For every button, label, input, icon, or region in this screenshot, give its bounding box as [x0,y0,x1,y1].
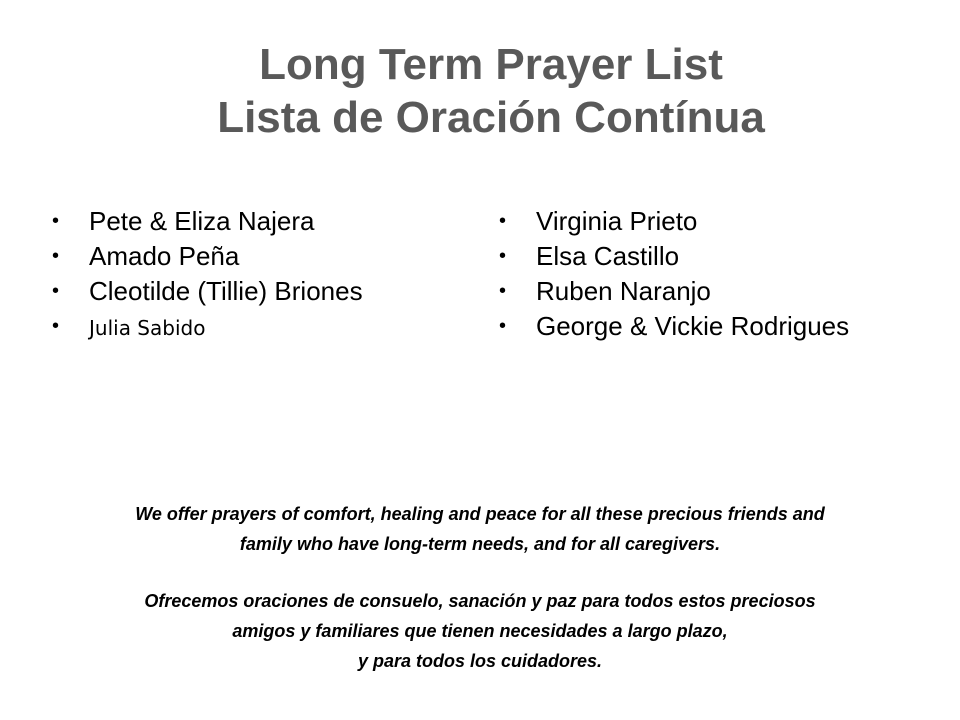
list-item [52,206,363,241]
list-item [52,241,363,276]
bullet-icon: • [499,315,507,337]
bullet-icon: • [499,210,507,232]
blessing-spanish [0,586,960,676]
bullet-icon: • [52,245,60,267]
bullet-icon: • [52,210,60,232]
list-item [499,206,849,241]
list-item [499,311,849,346]
bullet-icon: • [52,280,60,302]
list-item-label: George & Vickie Rodrigues [536,311,850,341]
list-item [499,241,849,276]
blessing-spanish-line-3: y para todos los cuidadores. [357,651,603,671]
list-item-label: Elsa Castillo [536,241,680,271]
page-title [0,38,960,144]
list-item-label: Virginia Prieto [536,206,698,236]
list-item-label: Pete & Eliza Najera [89,206,315,236]
list-item-label: Ruben Naranjo [536,276,711,306]
blessing-english-line-1: We offer prayers of comfort, healing and peace for all these precious friends and [135,504,825,524]
blessing-spanish-line-1: Ofrecemos oraciones de consuelo, sanación y paz para todos estos preciosos [144,591,816,611]
prayer-list-right [499,206,849,346]
list-item [499,276,849,311]
blessing-english-line-2: family who have long-term needs, and for all caregivers. [239,534,721,554]
list-item [52,276,363,311]
prayer-list-left [52,206,363,346]
list-item [52,311,363,346]
bullet-icon: • [52,315,60,337]
bullet-icon: • [499,280,507,302]
blessing-spanish-line-2: amigos y familiares que tienen necesidades a largo plazo, [232,621,728,641]
list-item-label: Amado Peña [89,241,240,271]
bullet-icon: • [499,245,507,267]
list-item-label: Cleotilde (Tillie) Briones [89,276,363,306]
list-item-label: Julia Sabido [89,316,206,340]
title-english: Long Term Prayer List [259,40,723,89]
title-spanish: Lista de Oración Contínua [217,93,765,142]
blessing-english [0,499,960,559]
